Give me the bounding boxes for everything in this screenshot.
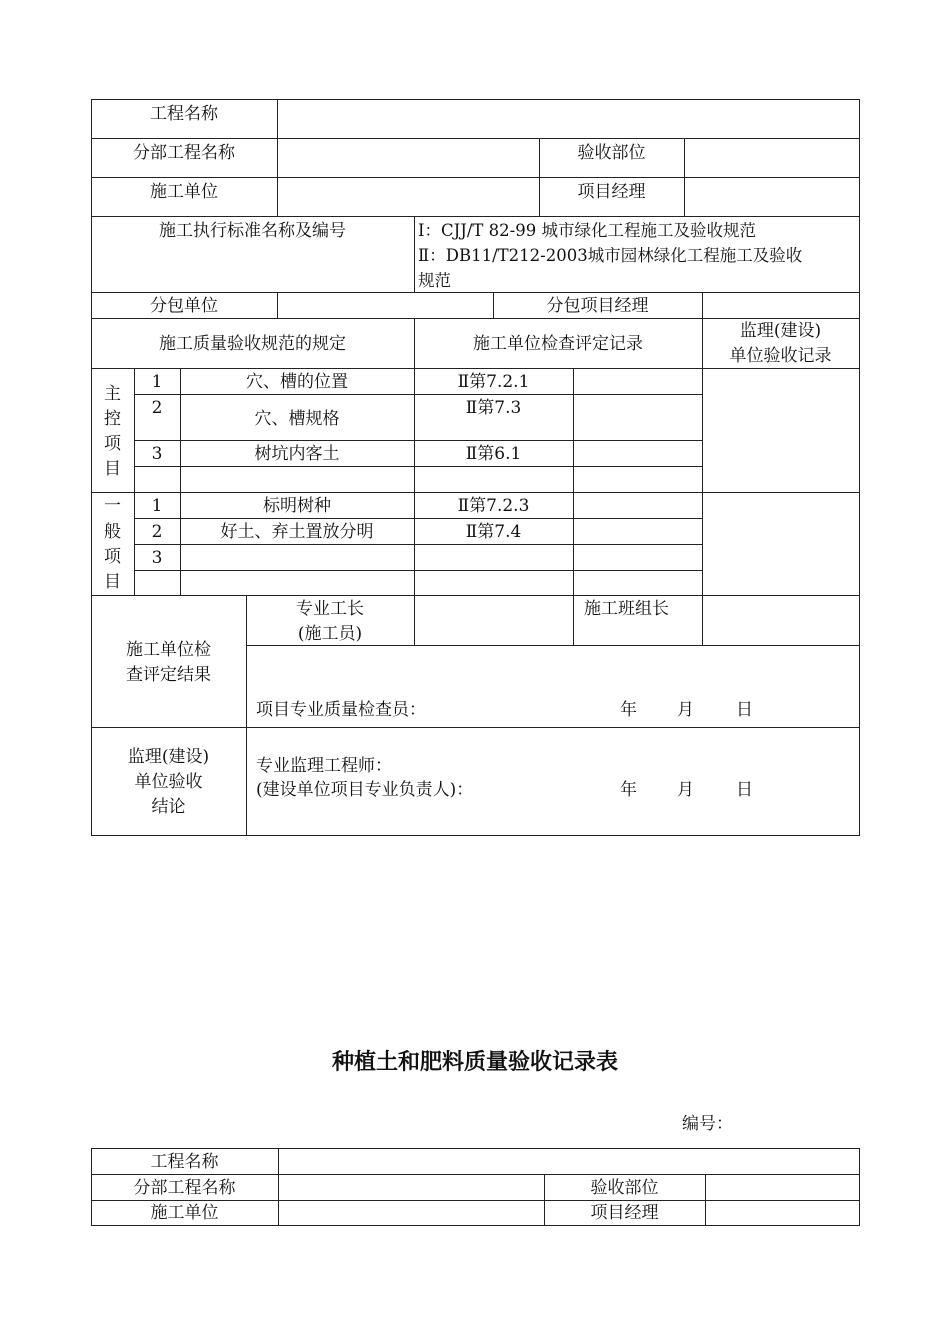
- item-reference: Ⅱ第7.2.3: [457, 496, 530, 516]
- row-divider: [134, 394, 703, 395]
- foreman-label-line-1: 专业工长: [296, 599, 364, 619]
- table-border: [859, 99, 860, 836]
- col-divider: [414, 595, 415, 645]
- construction-unit-label: 施工单位: [150, 1203, 219, 1223]
- subproject-name-label: 分部工程名称: [133, 143, 235, 163]
- item-reference: Ⅱ第6.1: [465, 444, 522, 464]
- row-divider: [91, 292, 860, 293]
- form-title: 种植土和肥料质量验收记录表: [331, 1050, 618, 1075]
- table-border: [91, 1148, 860, 1149]
- day-label: 日: [736, 780, 753, 800]
- col-divider: [278, 1148, 279, 1226]
- project-name-label: 工程名称: [150, 104, 218, 124]
- inspector-label: 项目专业质量检查员：: [256, 700, 426, 720]
- col-divider: [702, 368, 703, 595]
- row-divider: [134, 440, 703, 441]
- construction-unit-label: 施工单位: [150, 182, 218, 202]
- table-border: [91, 835, 860, 836]
- standard-line-3: 规范: [418, 271, 451, 290]
- col-divider: [705, 1174, 706, 1226]
- row-divider: [134, 466, 703, 467]
- engineer-label: 专业监理工程师：: [256, 756, 392, 776]
- row-divider: [91, 1174, 860, 1175]
- subcontract-manager-label: 分包项目经理: [546, 296, 649, 316]
- row-divider: [91, 492, 860, 493]
- conclusion-label-line-1: 监理(建设): [127, 747, 210, 767]
- supervision-header-line-2: 单位验收记录: [729, 346, 832, 366]
- row-divider: [246, 645, 860, 646]
- col-divider: [573, 368, 574, 595]
- row-divider: [91, 177, 860, 178]
- month-label: 月: [677, 780, 694, 800]
- serial-number-label: 编号：: [682, 1114, 733, 1134]
- col-divider: [414, 216, 415, 292]
- acceptance-part-label: 验收部位: [590, 1178, 659, 1198]
- item-name: 树坑内客土: [254, 444, 340, 464]
- row-divider: [134, 544, 703, 545]
- check-record-header: 施工单位检查评定记录: [473, 334, 643, 354]
- year-label: 年: [620, 700, 637, 720]
- project-name-label: 工程名称: [150, 1152, 219, 1172]
- item-number: 2: [151, 522, 163, 542]
- month-label: 月: [677, 700, 694, 720]
- year-label: 年: [620, 780, 637, 800]
- general-label-char: 目: [104, 572, 121, 592]
- item-number: 3: [151, 548, 163, 568]
- table-border: [91, 1225, 860, 1226]
- item-number: 1: [151, 496, 163, 516]
- item-number: 1: [151, 372, 163, 392]
- owner-rep-label: (建设单位项目专业负责人)：: [256, 780, 474, 800]
- table-border: [859, 1148, 860, 1226]
- col-divider: [702, 595, 703, 645]
- item-name: 标明树种: [263, 496, 331, 516]
- project-manager-label: 项目经理: [590, 1203, 659, 1223]
- standard-line-2: Ⅱ：DB11/T212-2003城市园林绿化工程施工及验收: [418, 246, 803, 265]
- col-divider: [180, 368, 181, 595]
- row-divider: [91, 368, 860, 369]
- spec-header: 施工质量验收规范的规定: [159, 334, 346, 354]
- result-label-line-1: 施工单位检: [126, 640, 211, 660]
- row-divider: [134, 518, 703, 519]
- result-label-line-2: 查评定结果: [126, 665, 211, 685]
- col-divider: [702, 292, 703, 318]
- subcontract-unit-label: 分包单位: [150, 296, 218, 316]
- row-divider: [91, 138, 860, 139]
- item-name: 穴、槽的位置: [246, 372, 348, 392]
- item-reference: Ⅱ第7.4: [465, 522, 522, 542]
- main-control-label-char: 项: [104, 434, 121, 454]
- main-control-label-char: 主: [104, 384, 121, 404]
- general-label-char: 一: [104, 496, 121, 516]
- col-divider: [684, 138, 685, 216]
- conclusion-label-line-2: 单位验收: [134, 772, 203, 792]
- row-divider: [134, 570, 703, 571]
- row-divider: [91, 318, 860, 319]
- item-number: 3: [151, 444, 163, 464]
- col-divider: [573, 595, 574, 645]
- team-leader-label: 施工班组长: [584, 599, 669, 619]
- item-number: 2: [151, 398, 163, 418]
- row-divider: [91, 595, 860, 596]
- standard-label: 施工执行标准名称及编号: [159, 221, 346, 241]
- main-control-label-char: 控: [104, 409, 121, 429]
- conclusion-label-line-3: 结论: [151, 797, 186, 817]
- acceptance-part-label: 验收部位: [577, 143, 646, 163]
- project-manager-label: 项目经理: [577, 182, 646, 202]
- main-control-label-char: 目: [104, 459, 121, 479]
- subproject-name-label: 分部工程名称: [133, 1178, 236, 1198]
- supervision-header-line-1: 监理(建设): [739, 321, 822, 341]
- item-reference: Ⅱ第7.3: [465, 398, 522, 418]
- col-divider: [277, 99, 278, 216]
- standard-line-1: Ⅰ：CJJ/T 82-99 城市绿化工程施工及验收规范: [418, 221, 756, 240]
- col-divider: [277, 292, 278, 318]
- table-border: [91, 99, 860, 100]
- item-name: 好土、弃土置放分明: [220, 522, 374, 542]
- general-label-char: 般: [104, 522, 121, 542]
- item-reference: Ⅱ第7.2.1: [457, 372, 530, 392]
- general-label-char: 项: [104, 547, 121, 567]
- row-divider: [91, 216, 860, 217]
- foreman-label-line-2: (施工员): [297, 624, 363, 644]
- item-name: 穴、槽规格: [254, 409, 340, 429]
- row-divider: [91, 1200, 860, 1201]
- row-divider: [91, 727, 860, 728]
- day-label: 日: [736, 700, 753, 720]
